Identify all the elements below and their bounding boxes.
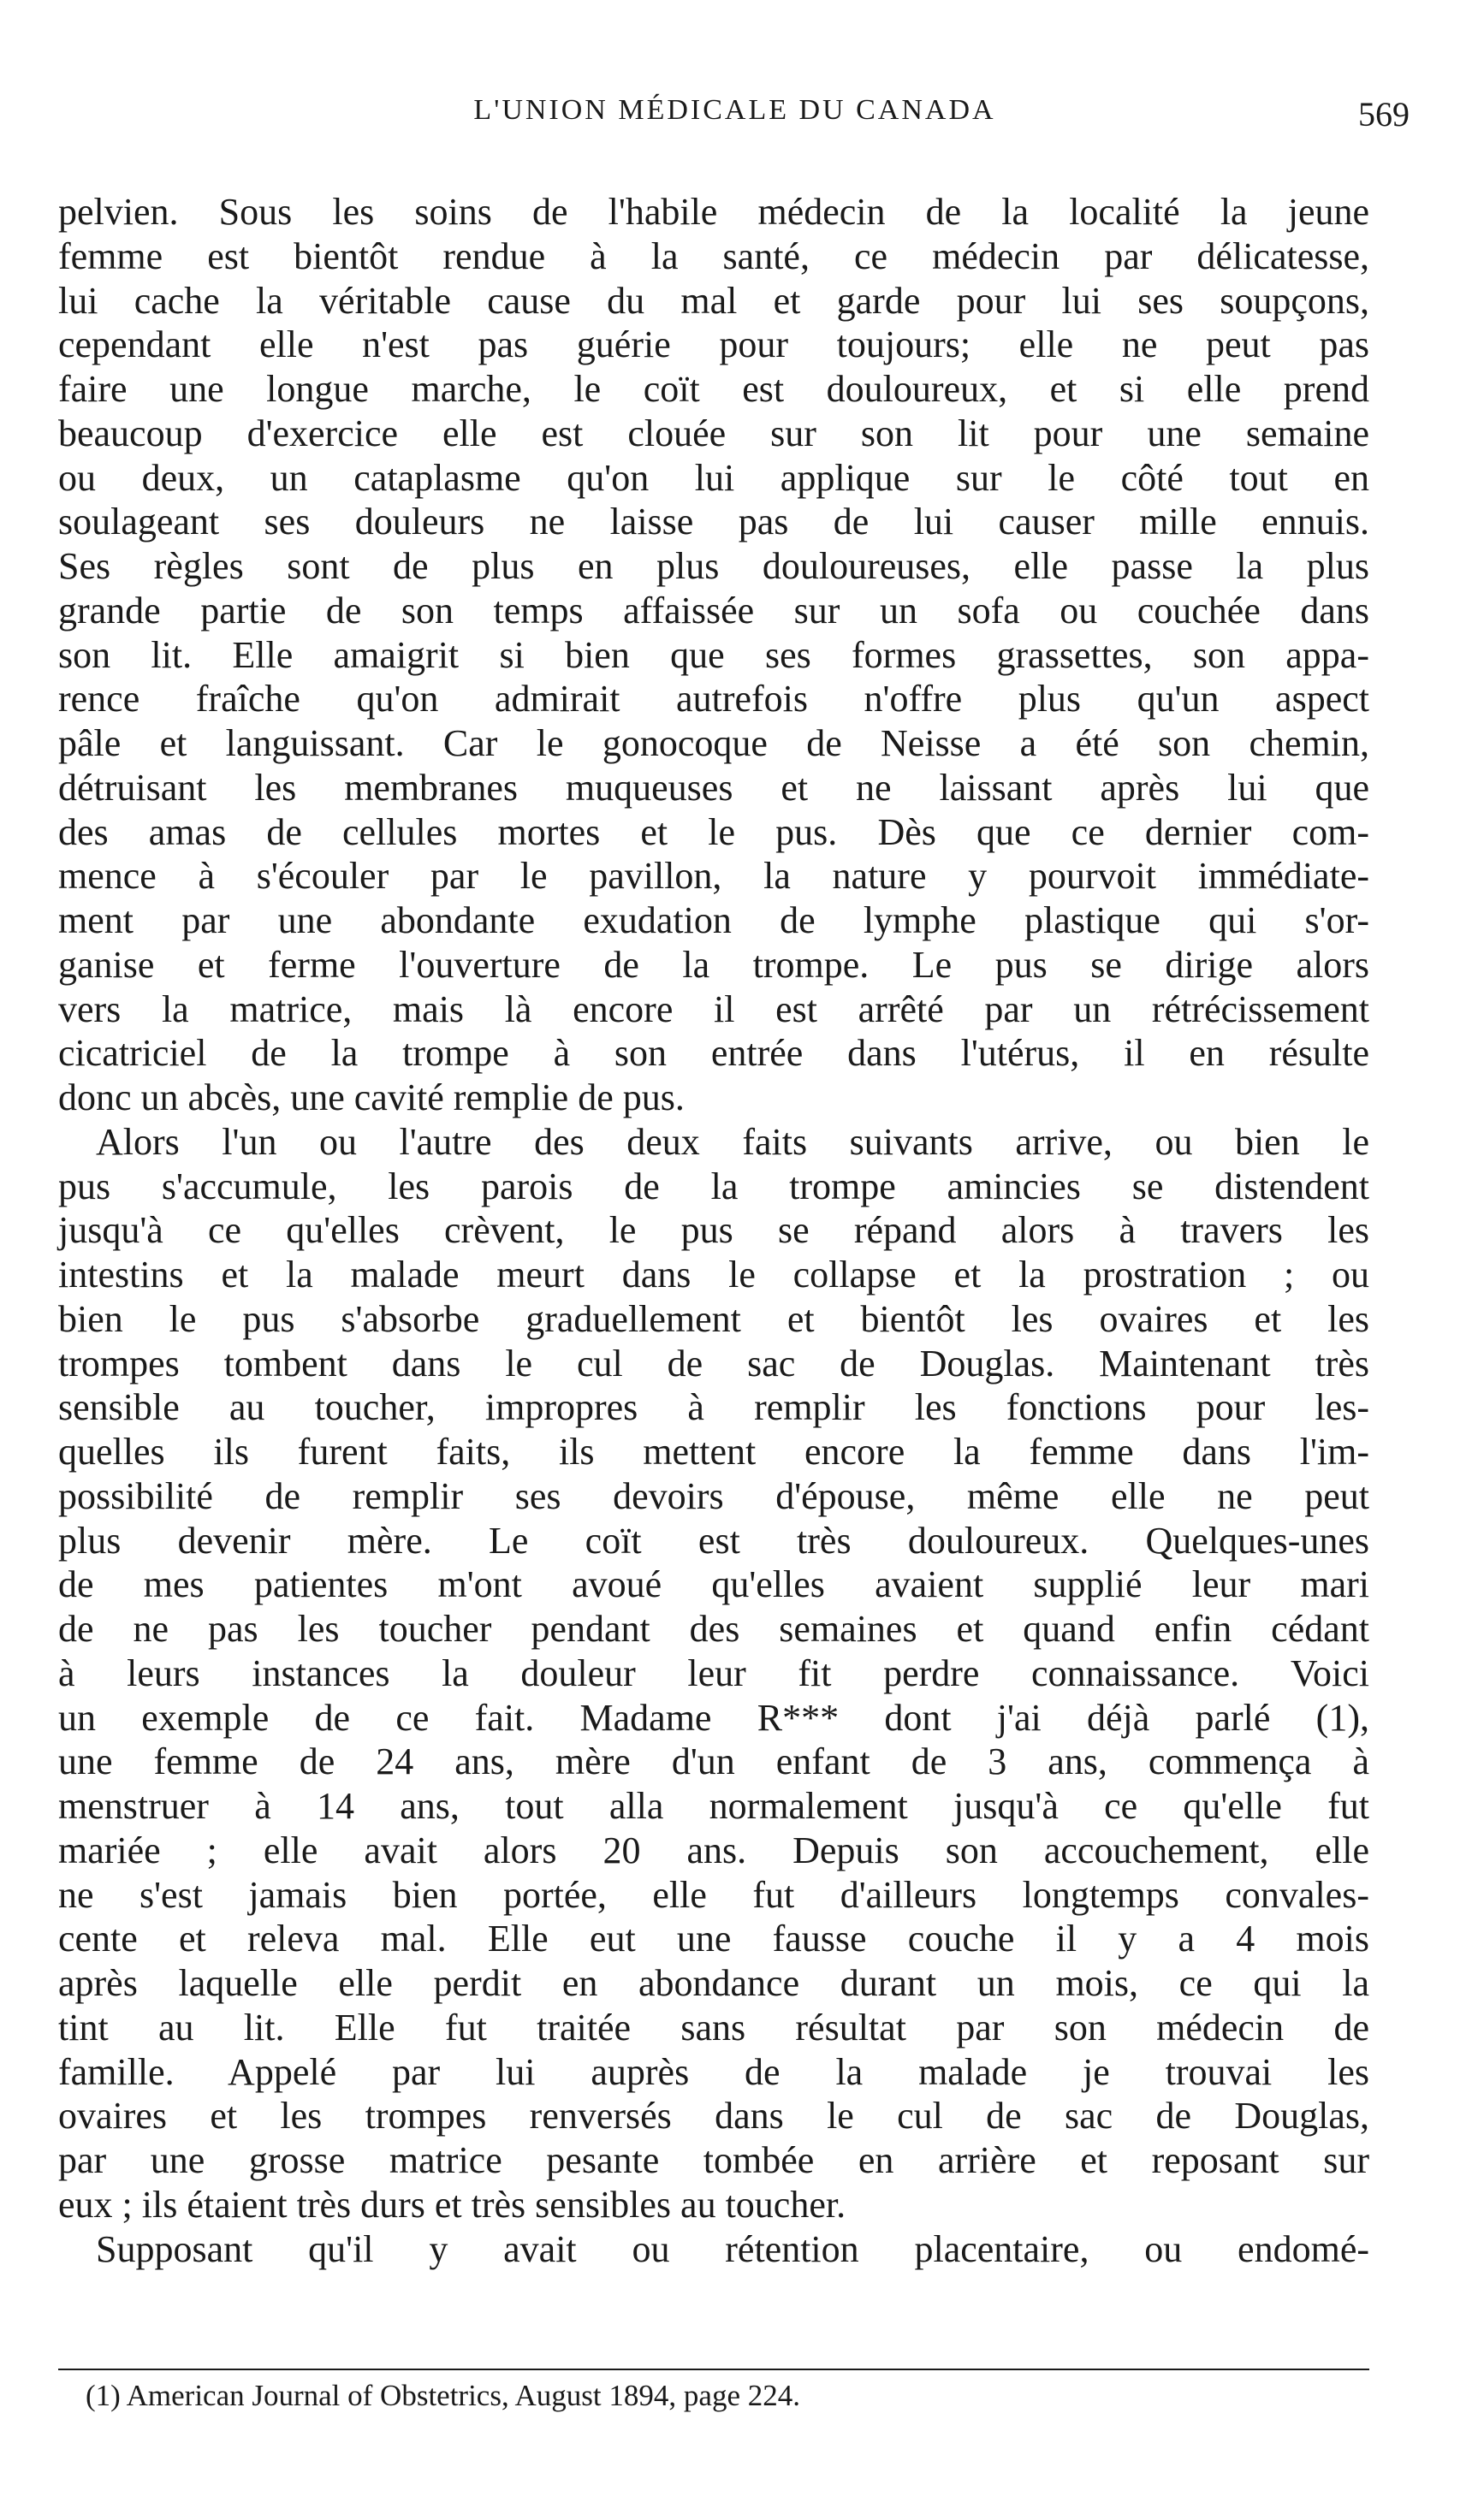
text-line: des amas de cellules mortes et le pus. Dès que ce dernier com- (58, 810, 1369, 853)
running-head (60, 94, 1410, 145)
text-line: soulageant ses douleurs ne laisse pas de lui causer mille ennuis. (58, 501, 1369, 543)
text-line: possibilité de remplir ses devoirs d'épouse, même elle ne peut (58, 1474, 1369, 1517)
paragraph-end-line: donc un abcès, une cavité remplie de pus. (58, 1076, 685, 1118)
text-line: cependant elle n'est pas guérie pour toujours; elle ne peut pas (58, 323, 1369, 366)
paragraph-start-line: Alors l'un ou l'autre des deux faits suivants arrive, ou bien le (96, 1120, 1369, 1163)
text-line: famille. Appelé par lui auprès de la malade je trouvai les (58, 2050, 1369, 2093)
text-line: lui cache la véritable cause du mal et garde pour lui ses soupçons, (58, 279, 1369, 322)
text-line: beaucoup d'exercice elle est clouée sur son lit pour une semaine (58, 412, 1369, 454)
paragraph-end-line: eux ; ils étaient très durs et très sensibles au toucher. (58, 2183, 846, 2226)
text-line: ganise et ferme l'ouverture de la trompe. Le pus se dirige alors (58, 943, 1369, 986)
text-line: quelles ils furent faits, ils mettent encore la femme dans l'im- (58, 1431, 1369, 1473)
text-line: pelvien. Sous les soins de l'habile médecin de la localité la jeune (58, 191, 1369, 233)
journal-title: L'UNION MÉDICALE DU CANADA (473, 94, 996, 126)
text-line: femme est bientôt rendue à la santé, ce médecin par délicatesse, (58, 234, 1369, 277)
body-text (58, 190, 1369, 2271)
footnote-rule (58, 2369, 1369, 2370)
text-line: Ses règles sont de plus en plus douloureuses, elle passe la plus (58, 545, 1369, 587)
text-line: cicatriciel de la trompe à son entrée dans l'utérus, il en résulte (58, 1032, 1369, 1075)
page-number: 569 (1358, 95, 1410, 133)
text-line: de ne pas les toucher pendant des semaines et quand enfin cédant (58, 1608, 1369, 1650)
text-line: à leurs instances la douleur leur fit perdre connaissance. Voici (58, 1651, 1369, 1694)
text-line: mariée ; elle avait alors 20 ans. Depuis son accouchement, elle (58, 1829, 1369, 1871)
paragraph-start-line: Supposant qu'il y avait ou rétention placentaire, ou endomé- (96, 2227, 1369, 2270)
text-line: jusqu'à ce qu'elles crèvent, le pus se répand alors à travers les (58, 1209, 1369, 1252)
text-line: de mes patientes m'ont avoué qu'elles avaient supplié leur mari (58, 1563, 1369, 1606)
text-line: sensible au toucher, impropres à remplir les fonctions pour les- (58, 1386, 1369, 1429)
text-line: faire une longue marche, le coït est douloureux, et si elle prend (58, 368, 1369, 410)
text-line: tint au lit. Elle fut traitée sans résultat par son médecin de (58, 2006, 1369, 2049)
text-line: trompes tombent dans le cul de sac de Douglas. Maintenant très (58, 1342, 1369, 1385)
text-line: intestins et la malade meurt dans le collapse et la prostration ; ou (58, 1254, 1369, 1296)
text-line: mence à s'écouler par le pavillon, la nature y pourvoit immédiate- (58, 855, 1369, 898)
text-line: bien le pus s'absorbe graduellement et bientôt les ovaires et les (58, 1297, 1369, 1340)
text-line: un exemple de ce fait. Madame R*** dont j'ai déjà parlé (1), (58, 1696, 1369, 1739)
text-line: pâle et languissant. Car le gonocoque de Neisse a été son chemin, (58, 722, 1369, 764)
text-line: détruisant les membranes muqueuses et ne laissant après lui que (58, 766, 1369, 809)
text-line: pus s'accumule, les parois de la trompe amincies se distendent (58, 1165, 1369, 1207)
text-line: menstruer à 14 ans, tout alla normalement jusqu'à ce qu'elle fut (58, 1785, 1369, 1827)
text-line: après laquelle elle perdit en abondance durant un mois, ce qui la (58, 1962, 1369, 2004)
text-line: rence fraîche qu'on admirait autrefois n'offre plus qu'un aspect (58, 678, 1369, 720)
text-line: cente et releva mal. Elle eut une fausse couche il y a 4 mois (58, 1918, 1369, 1960)
text-line: par une grosse matrice pesante tombée en arrière et reposant sur (58, 2139, 1369, 2181)
text-line: ment par une abondante exudation de lymphe plastique qui s'or- (58, 899, 1369, 941)
text-line: vers la matrice, mais là encore il est arrêté par un rétrécissement (58, 987, 1369, 1030)
text-line: plus devenir mère. Le coït est très douloureux. Quelques-unes (58, 1519, 1369, 1562)
text-line: grande partie de son temps affaissée sur un sofa ou couchée dans (58, 589, 1369, 631)
text-line: ovaires et les trompes renversés dans le cul de sac de Douglas, (58, 2095, 1369, 2138)
footnote: (1) American Journal of Obstetrics, August 1894, page 224. (86, 2379, 800, 2412)
text-line: son lit. Elle amaigrit si bien que ses formes grassettes, son appa- (58, 633, 1369, 676)
text-line: ne s'est jamais bien portée, elle fut d'ailleurs longtemps convales- (58, 1873, 1369, 1916)
text-line: ou deux, un cataplasme qu'on lui applique sur le côté tout en (58, 456, 1369, 499)
text-line: une femme de 24 ans, mère d'un enfant de 3 ans, commença à (58, 1740, 1369, 1783)
